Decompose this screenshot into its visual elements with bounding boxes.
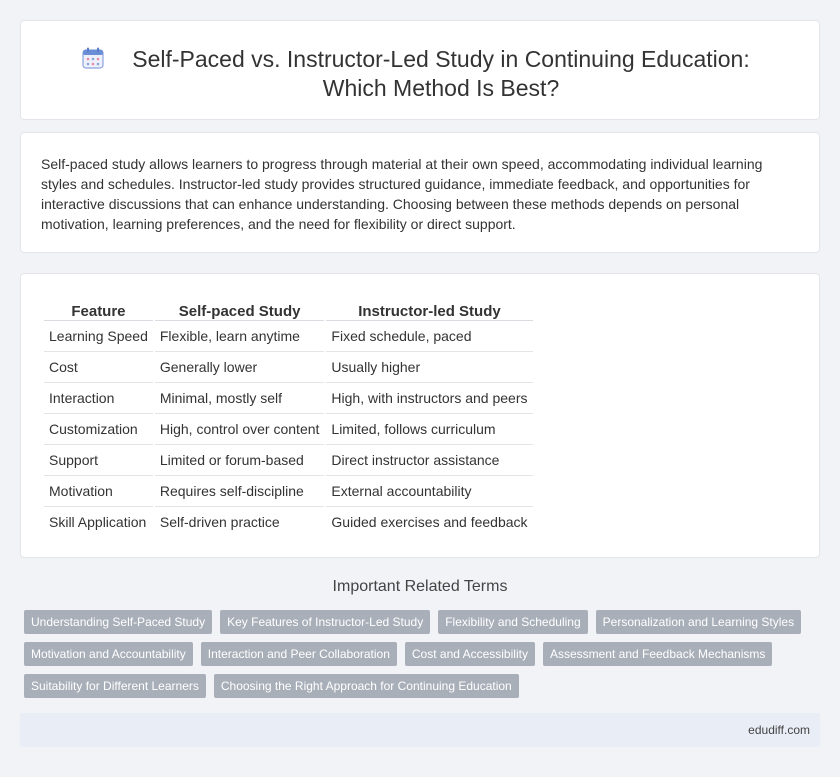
tag-link[interactable]: Personalization and Learning Styles xyxy=(596,610,801,634)
table-cell: Skill Application xyxy=(44,506,153,537)
table-row xyxy=(44,320,533,351)
tag-link[interactable]: Interaction and Peer Collaboration xyxy=(201,642,397,666)
tag-link[interactable]: Assessment and Feedback Mechanisms xyxy=(543,642,772,666)
table-header-row xyxy=(44,294,533,320)
header-self-paced: Self-paced Study xyxy=(178,303,301,320)
table-cell: Usually higher xyxy=(326,351,532,382)
table-cell: Interaction xyxy=(44,382,153,413)
tag-row xyxy=(24,642,824,666)
related-terms-tags xyxy=(24,610,824,706)
table-cell: Flexible, learn anytime xyxy=(155,320,325,351)
table-cell: Limited, follows curriculum xyxy=(326,413,532,444)
table-cell: Customization xyxy=(44,413,153,444)
table-row xyxy=(44,444,533,475)
table-cell: Learning Speed xyxy=(44,320,153,351)
table-cell: High, with instructors and peers xyxy=(326,382,532,413)
intro-paragraph: Self-paced study allows learners to progress through material at their own speed, accommodating individual learning styles and schedules. Instructor-led study provides structured guidance, immediate feedback, and opportunities for interactive discussions that can enhance understanding. Choosing between these methods depends on personal motivation, learning preferences, and the need for flexibility or direct support. xyxy=(41,156,763,232)
table-cell: Generally lower xyxy=(155,351,325,382)
tag-row xyxy=(24,674,824,698)
table-cell: Cost xyxy=(44,351,153,382)
table-row xyxy=(44,382,533,413)
tag-link[interactable]: Cost and Accessibility xyxy=(405,642,535,666)
header-feature: Feature xyxy=(71,303,126,320)
header-instructor-led: Instructor-led Study xyxy=(358,303,501,320)
comparison-table xyxy=(42,294,535,537)
related-terms-heading: Important Related Terms xyxy=(332,578,508,595)
tag-link[interactable]: Understanding Self-Paced Study xyxy=(24,610,212,634)
title-card xyxy=(20,20,820,120)
tag-link[interactable]: Suitability for Different Learners xyxy=(24,674,206,698)
table-cell: External accountability xyxy=(326,475,532,506)
tag-link[interactable]: Key Features of Instructor-Led Study xyxy=(220,610,430,634)
table-cell: Direct instructor assistance xyxy=(326,444,532,475)
table-row xyxy=(44,413,533,444)
footer xyxy=(20,713,820,747)
table-cell: Minimal, mostly self xyxy=(155,382,325,413)
table-cell: Motivation xyxy=(44,475,153,506)
intro-card xyxy=(20,132,820,253)
table-row xyxy=(44,506,533,537)
table-cell: Requires self-discipline xyxy=(155,475,325,506)
footer-site-link[interactable]: edudiff.com xyxy=(748,723,810,737)
table-cell: Limited or forum-based xyxy=(155,444,325,475)
table-cell: High, control over content xyxy=(155,413,325,444)
tag-link[interactable]: Motivation and Accountability xyxy=(24,642,193,666)
table-cell: Support xyxy=(44,444,153,475)
table-row xyxy=(44,475,533,506)
table-cell: Fixed schedule, paced xyxy=(326,320,532,351)
page-title: Self-Paced vs. Instructor-Led Study in Continuing Education: Which Method Is Best? xyxy=(132,46,750,101)
table-cell: Guided exercises and feedback xyxy=(326,506,532,537)
tag-row xyxy=(24,610,824,634)
table-row xyxy=(44,351,533,382)
tag-link[interactable]: Choosing the Right Approach for Continuing Education xyxy=(214,674,519,698)
tag-link[interactable]: Flexibility and Scheduling xyxy=(438,610,587,634)
table-cell: Self-driven practice xyxy=(155,506,325,537)
comparison-card xyxy=(20,273,820,558)
